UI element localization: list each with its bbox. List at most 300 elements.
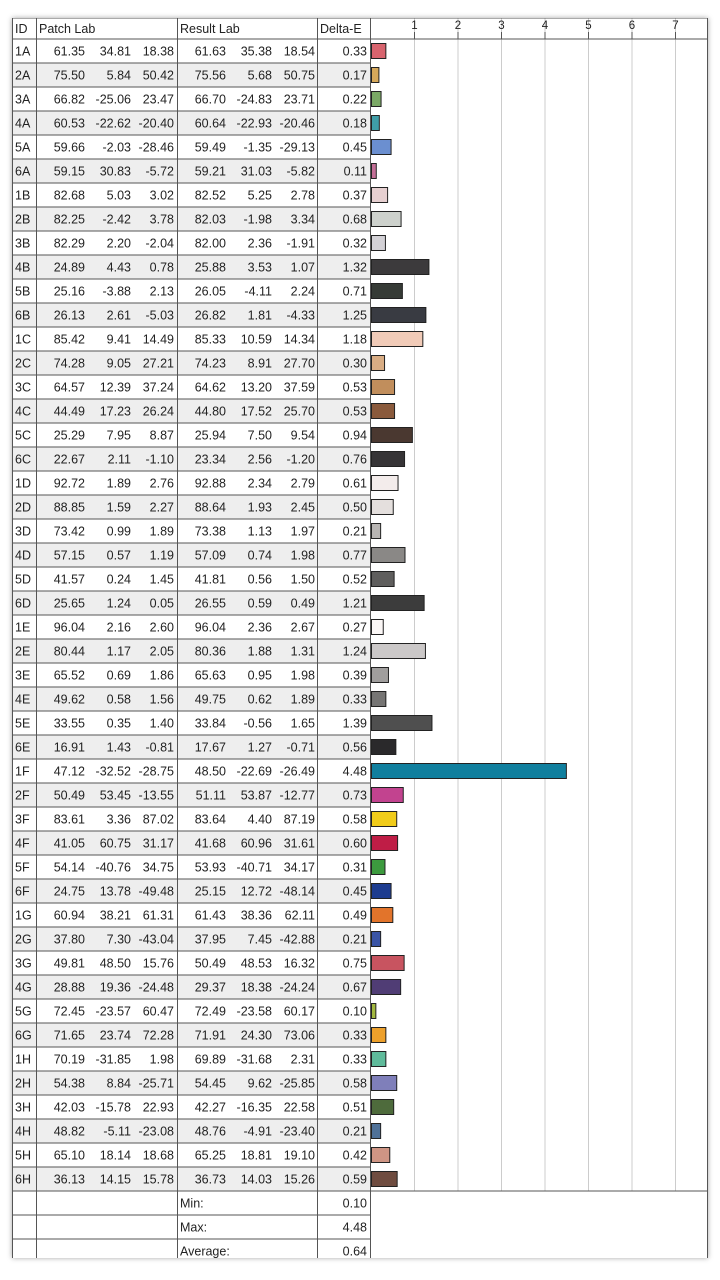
delta-e-value: 0.22: [342, 92, 367, 107]
delta-e-bar: [372, 644, 426, 659]
result-lab-b: -20.46: [279, 116, 315, 131]
patch-lab-l: 25.29: [53, 428, 85, 443]
delta-e-value: 0.49: [342, 908, 367, 923]
result-lab-b: 2.78: [290, 188, 315, 203]
patch-id: 5A: [15, 140, 31, 155]
patch-lab-l: 82.29: [53, 236, 85, 251]
patch-lab-b: 22.93: [142, 1100, 174, 1115]
patch-id: 2G: [15, 932, 32, 947]
result-lab-a: -16.35: [236, 1100, 272, 1115]
result-lab-a: 5.68: [247, 68, 272, 83]
result-lab-b: 22.58: [283, 1100, 315, 1115]
result-lab-l: 60.64: [194, 116, 226, 131]
delta-e-value: 1.24: [342, 644, 367, 659]
result-lab-a: 3.53: [247, 260, 272, 275]
header-patch-lab: Patch Lab: [39, 22, 96, 36]
delta-e-bar: [372, 884, 392, 899]
patch-lab-b: 0.78: [149, 260, 174, 275]
delta-e-value: 0.53: [342, 404, 367, 419]
delta-e-bar: [372, 380, 395, 395]
result-lab-l: 80.36: [194, 644, 226, 659]
delta-e-bar: [372, 1148, 390, 1163]
delta-e-value: 0.37: [342, 188, 367, 203]
result-lab-a: 7.50: [247, 428, 272, 443]
patch-id: 3B: [15, 236, 31, 251]
patch-id: 6H: [15, 1172, 31, 1187]
patch-lab-l: 25.16: [53, 284, 85, 299]
patch-lab-b: 0.05: [149, 596, 174, 611]
patch-id: 2D: [15, 500, 31, 515]
result-lab-a: 53.87: [240, 788, 272, 803]
delta-e-value: 0.33: [342, 1028, 367, 1043]
patch-lab-l: 60.94: [53, 908, 85, 923]
patch-id: 5G: [15, 1004, 32, 1019]
delta-e-value: 0.42: [342, 1148, 367, 1163]
patch-lab-l: 70.19: [53, 1052, 85, 1067]
patch-lab-a: 1.43: [106, 740, 131, 755]
patch-lab-a: -15.78: [95, 1100, 131, 1115]
delta-e-bar: [372, 188, 388, 203]
result-lab-a: -22.93: [236, 116, 272, 131]
patch-lab-a: -3.88: [102, 284, 131, 299]
delta-e-value: 1.18: [342, 332, 367, 347]
result-lab-b: -25.85: [279, 1076, 315, 1091]
patch-lab-l: 42.03: [53, 1100, 85, 1115]
patch-lab-b: 15.76: [142, 956, 174, 971]
delta-e-value: 0.21: [342, 932, 367, 947]
header-result-lab: Result Lab: [180, 22, 240, 36]
patch-id: 1C: [15, 332, 31, 347]
summary-label: Average:: [180, 1244, 230, 1258]
patch-lab-a: 9.41: [106, 332, 131, 347]
result-lab-b: 1.97: [290, 524, 315, 539]
patch-lab-l: 57.15: [53, 548, 85, 563]
patch-lab-l: 82.25: [53, 212, 85, 227]
result-lab-b: 16.32: [283, 956, 315, 971]
patch-id: 4H: [15, 1124, 31, 1139]
result-lab-a: 24.30: [240, 1028, 272, 1043]
patch-lab-a: 8.84: [106, 1076, 131, 1091]
delta-e-bar: [372, 452, 405, 467]
patch-lab-l: 75.50: [53, 68, 85, 83]
delta-e-bar: [372, 500, 394, 515]
delta-e-bar: [372, 1028, 386, 1043]
result-lab-b: 2.31: [290, 1052, 315, 1067]
patch-id: 6B: [15, 308, 31, 323]
patch-id: 4A: [15, 116, 31, 131]
result-lab-b: 23.71: [283, 92, 315, 107]
delta-e-value: 0.45: [342, 884, 367, 899]
patch-id: 2A: [15, 68, 31, 83]
delta-e-value: 1.21: [342, 596, 367, 611]
patch-lab-a: 2.61: [106, 308, 131, 323]
result-lab-a: -0.56: [243, 716, 272, 731]
delta-e-value: 4.48: [342, 764, 367, 779]
result-lab-a: 1.81: [247, 308, 272, 323]
result-lab-a: 0.74: [247, 548, 272, 563]
patch-lab-a: 0.35: [106, 716, 131, 731]
patch-id: 5D: [15, 572, 31, 587]
patch-id: 4G: [15, 980, 32, 995]
x-tick-label: 7: [672, 20, 679, 32]
result-lab-l: 42.27: [194, 1100, 226, 1115]
result-lab-a: -24.83: [236, 92, 272, 107]
patch-lab-a: 1.59: [106, 500, 131, 515]
patch-lab-a: -2.03: [102, 140, 131, 155]
result-lab-b: 19.10: [283, 1148, 315, 1163]
result-lab-a: -4.91: [243, 1124, 272, 1139]
result-lab-b: 1.98: [290, 668, 315, 683]
patch-lab-a: 17.23: [99, 404, 131, 419]
delta-e-bar: [372, 428, 413, 443]
patch-lab-b: 26.24: [142, 404, 174, 419]
patch-lab-b: 87.02: [142, 812, 174, 827]
result-lab-a: 9.62: [247, 1076, 272, 1091]
x-tick-label: 2: [454, 20, 462, 32]
patch-lab-b: -5.03: [145, 308, 174, 323]
patch-lab-b: 1.98: [149, 1052, 174, 1067]
patch-lab-b: -0.81: [145, 740, 174, 755]
result-lab-l: 64.62: [194, 380, 226, 395]
patch-id: 3C: [15, 380, 31, 395]
patch-lab-b: 14.49: [142, 332, 174, 347]
patch-lab-b: 37.24: [142, 380, 174, 395]
result-lab-l: 29.37: [194, 980, 226, 995]
patch-lab-a: 53.45: [99, 788, 131, 803]
patch-id: 1F: [15, 764, 30, 779]
result-lab-b: 73.06: [283, 1028, 315, 1043]
patch-lab-l: 48.82: [53, 1124, 85, 1139]
patch-id: 6E: [15, 740, 31, 755]
result-lab-a: -23.58: [236, 1004, 272, 1019]
result-lab-b: -4.33: [286, 308, 315, 323]
result-lab-l: 71.91: [194, 1028, 226, 1043]
result-lab-b: -1.91: [286, 236, 315, 251]
delta-e-bar: [372, 692, 386, 707]
patch-id: 3G: [15, 956, 32, 971]
patch-lab-b: 3.02: [149, 188, 174, 203]
patch-lab-l: 65.10: [53, 1148, 85, 1163]
x-tick-label: 4: [541, 20, 549, 32]
result-lab-a: -4.11: [244, 284, 272, 299]
delta-e-bar: [372, 164, 377, 179]
patch-lab-b: 2.60: [149, 620, 174, 635]
patch-lab-a: 19.36: [99, 980, 131, 995]
summary-label: Max:: [180, 1220, 208, 1235]
patch-id: 1B: [15, 188, 31, 203]
result-lab-b: 2.24: [290, 284, 315, 299]
patch-lab-l: 61.35: [53, 44, 85, 59]
patch-lab-l: 60.53: [53, 116, 85, 131]
delta-e-value: 0.58: [342, 812, 367, 827]
patch-lab-l: 64.57: [53, 380, 85, 395]
result-lab-b: 1.07: [290, 260, 315, 275]
result-lab-b: 1.89: [290, 692, 315, 707]
patch-lab-l: 24.75: [53, 884, 85, 899]
patch-lab-a: 48.50: [99, 956, 131, 971]
summary-value: 0.10: [342, 1196, 367, 1211]
result-lab-a: 0.62: [247, 692, 272, 707]
delta-e-value: 0.60: [342, 836, 367, 851]
patch-lab-b: 18.38: [142, 44, 174, 59]
patch-id: 1E: [15, 620, 31, 635]
patch-id: 6G: [15, 1028, 32, 1043]
patch-lab-l: 92.72: [53, 476, 85, 491]
patch-lab-l: 73.42: [53, 524, 85, 539]
result-lab-a: 1.13: [247, 524, 272, 539]
delta-e-value: 0.21: [342, 1124, 367, 1139]
patch-lab-a: 9.05: [106, 356, 131, 371]
delta-e-bar: [372, 524, 381, 539]
result-lab-l: 25.94: [194, 428, 226, 443]
result-lab-b: 37.59: [283, 380, 315, 395]
patch-id: 3H: [15, 1100, 31, 1115]
result-lab-l: 54.45: [194, 1076, 226, 1091]
patch-lab-a: 5.84: [106, 68, 131, 83]
patch-lab-b: 2.05: [149, 644, 174, 659]
result-lab-a: 1.93: [247, 500, 272, 515]
delta-e-bar: [372, 1052, 386, 1067]
patch-lab-l: 16.91: [53, 740, 85, 755]
delta-e-report: [12, 18, 708, 1258]
patch-lab-b: 2.27: [149, 500, 174, 515]
result-lab-a: 60.96: [240, 836, 272, 851]
result-lab-a: 31.03: [240, 164, 272, 179]
result-lab-a: 0.59: [247, 596, 272, 611]
patch-id: 2C: [15, 356, 31, 371]
result-lab-b: 0.49: [290, 596, 315, 611]
patch-lab-a: 34.81: [99, 44, 131, 59]
result-lab-l: 61.63: [194, 44, 226, 59]
result-lab-l: 82.03: [194, 212, 226, 227]
result-lab-a: 4.40: [247, 812, 272, 827]
delta-e-bar: [372, 788, 404, 803]
patch-lab-a: 7.30: [106, 932, 131, 947]
delta-e-bar: [372, 1100, 394, 1115]
patch-lab-l: 41.05: [53, 836, 85, 851]
result-lab-l: 74.23: [194, 356, 226, 371]
delta-e-bar: [372, 1124, 381, 1139]
patch-lab-l: 59.15: [53, 164, 85, 179]
patch-lab-b: 23.47: [142, 92, 174, 107]
patch-id: 6F: [15, 884, 30, 899]
delta-e-bar: [372, 596, 425, 611]
patch-id: 5E: [15, 716, 31, 731]
result-lab-a: 18.81: [240, 1148, 272, 1163]
delta-e-bar: [372, 116, 380, 131]
delta-e-value: 0.77: [342, 548, 367, 563]
delta-e-bar: [372, 716, 432, 731]
patch-lab-b: 3.78: [149, 212, 174, 227]
patch-lab-b: -23.08: [138, 1124, 174, 1139]
result-lab-a: 18.38: [240, 980, 272, 995]
patch-lab-l: 54.38: [53, 1076, 85, 1091]
delta-e-value: 0.58: [342, 1076, 367, 1091]
patch-lab-b: 1.45: [149, 572, 174, 587]
delta-e-bar: [372, 476, 399, 491]
patch-lab-b: -13.55: [138, 788, 174, 803]
patch-lab-b: 34.75: [142, 860, 174, 875]
delta-e-table-chart: [12, 18, 708, 1258]
delta-e-bar: [372, 908, 393, 923]
patch-lab-l: 49.81: [53, 956, 85, 971]
delta-e-bar: [372, 284, 403, 299]
patch-lab-a: -25.06: [95, 92, 131, 107]
patch-lab-b: 60.47: [142, 1004, 174, 1019]
result-lab-l: 44.80: [194, 404, 226, 419]
result-lab-l: 48.50: [194, 764, 226, 779]
delta-e-value: 0.39: [342, 668, 367, 683]
result-lab-l: 75.56: [194, 68, 226, 83]
result-lab-a: 1.27: [247, 740, 272, 755]
delta-e-value: 1.25: [342, 308, 367, 323]
result-lab-l: 41.81: [194, 572, 226, 587]
patch-lab-b: 2.76: [149, 476, 174, 491]
patch-lab-a: -2.42: [102, 212, 131, 227]
result-lab-a: -1.35: [243, 140, 272, 155]
result-lab-a: 2.36: [247, 620, 272, 635]
patch-lab-l: 88.85: [53, 500, 85, 515]
delta-e-bar: [372, 260, 429, 275]
patch-lab-b: 1.40: [149, 716, 174, 731]
delta-e-bar: [372, 620, 384, 635]
delta-e-value: 0.45: [342, 140, 367, 155]
result-lab-l: 48.76: [194, 1124, 226, 1139]
patch-lab-b: 61.31: [142, 908, 174, 923]
delta-e-bar: [372, 932, 381, 947]
delta-e-value: 0.31: [342, 860, 367, 875]
result-lab-l: 65.25: [194, 1148, 226, 1163]
delta-e-bar: [372, 44, 386, 59]
result-lab-l: 66.70: [194, 92, 226, 107]
delta-e-value: 0.33: [342, 692, 367, 707]
patch-lab-a: -32.52: [95, 764, 131, 779]
delta-e-bar: [372, 236, 386, 251]
result-lab-l: 61.43: [194, 908, 226, 923]
result-lab-l: 17.67: [194, 740, 226, 755]
patch-id: 1D: [15, 476, 31, 491]
result-lab-a: 35.38: [240, 44, 272, 59]
patch-lab-b: 27.21: [142, 356, 174, 371]
result-lab-l: 73.38: [194, 524, 226, 539]
patch-lab-l: 47.12: [53, 764, 85, 779]
result-lab-a: 38.36: [240, 908, 272, 923]
patch-lab-a: -5.11: [103, 1124, 131, 1139]
patch-id: 4C: [15, 404, 31, 419]
patch-lab-a: 0.24: [106, 572, 131, 587]
delta-e-value: 0.53: [342, 380, 367, 395]
result-lab-b: -42.88: [279, 932, 315, 947]
delta-e-value: 0.76: [342, 452, 367, 467]
result-lab-l: 49.75: [194, 692, 226, 707]
result-lab-b: 2.67: [290, 620, 315, 635]
patch-id: 3E: [15, 668, 31, 683]
delta-e-bar: [372, 836, 398, 851]
result-lab-a: 2.56: [247, 452, 272, 467]
x-tick-label: 6: [628, 20, 636, 32]
patch-lab-a: 0.57: [106, 548, 131, 563]
patch-id: 6A: [15, 164, 31, 179]
x-tick-label: 3: [498, 20, 505, 32]
header-delta-e: Delta-E: [320, 22, 362, 36]
delta-e-value: 0.75: [342, 956, 367, 971]
delta-e-bar: [372, 956, 405, 971]
delta-e-bar: [372, 1004, 376, 1019]
delta-e-bar: [372, 308, 426, 323]
patch-lab-l: 80.44: [53, 644, 85, 659]
result-lab-l: 51.11: [195, 788, 226, 803]
delta-e-value: 0.17: [342, 68, 367, 83]
delta-e-value: 0.33: [342, 1052, 367, 1067]
result-lab-b: 60.17: [283, 1004, 315, 1019]
result-lab-l: 57.09: [194, 548, 226, 563]
patch-lab-a: 7.95: [106, 428, 131, 443]
patch-lab-a: -40.76: [95, 860, 131, 875]
result-lab-a: 5.25: [247, 188, 272, 203]
result-lab-l: 83.64: [194, 812, 226, 827]
patch-lab-a: 13.78: [99, 884, 131, 899]
patch-lab-l: 54.14: [53, 860, 85, 875]
delta-e-bar: [372, 1076, 397, 1091]
patch-lab-a: 2.11: [107, 452, 131, 467]
delta-e-value: 0.30: [342, 356, 367, 371]
patch-lab-l: 22.67: [53, 452, 85, 467]
result-lab-a: -22.69: [236, 764, 272, 779]
patch-lab-b: 1.89: [149, 524, 174, 539]
result-lab-b: 34.17: [283, 860, 315, 875]
result-lab-b: 3.34: [290, 212, 315, 227]
patch-id: 4D: [15, 548, 31, 563]
patch-lab-l: 44.49: [53, 404, 85, 419]
delta-e-value: 0.33: [342, 44, 367, 59]
delta-e-bar: [372, 68, 379, 83]
delta-e-value: 0.52: [342, 572, 367, 587]
patch-lab-b: 1.19: [149, 548, 174, 563]
result-lab-a: 1.88: [247, 644, 272, 659]
delta-e-value: 0.61: [342, 476, 367, 491]
patch-lab-b: 15.78: [142, 1172, 174, 1187]
patch-lab-l: 28.88: [53, 980, 85, 995]
result-lab-a: 2.34: [247, 476, 272, 491]
patch-lab-l: 96.04: [53, 620, 85, 635]
patch-lab-l: 50.49: [53, 788, 85, 803]
delta-e-bar: [372, 980, 401, 995]
delta-e-value: 0.56: [342, 740, 367, 755]
delta-e-value: 1.39: [342, 716, 367, 731]
result-lab-l: 41.68: [194, 836, 226, 851]
delta-e-bar: [372, 548, 405, 563]
delta-e-value: 0.73: [342, 788, 367, 803]
patch-lab-l: 82.68: [53, 188, 85, 203]
result-lab-a: 7.45: [247, 932, 272, 947]
patch-lab-b: -28.46: [138, 140, 174, 155]
patch-lab-b: -5.72: [145, 164, 174, 179]
result-lab-l: 72.49: [194, 1004, 226, 1019]
patch-lab-l: 74.28: [53, 356, 85, 371]
patch-id: 3F: [15, 812, 30, 827]
delta-e-value: 0.71: [342, 284, 367, 299]
delta-e-bar: [372, 764, 567, 779]
result-lab-b: 1.98: [290, 548, 315, 563]
result-lab-l: 26.82: [194, 308, 226, 323]
delta-e-bar: [372, 1172, 398, 1187]
result-lab-b: 18.54: [283, 44, 315, 59]
result-lab-l: 26.05: [194, 284, 226, 299]
result-lab-b: 31.61: [283, 836, 315, 851]
result-lab-b: 15.26: [283, 1172, 315, 1187]
patch-lab-b: 18.68: [142, 1148, 174, 1163]
summary-value: 4.48: [342, 1220, 367, 1235]
